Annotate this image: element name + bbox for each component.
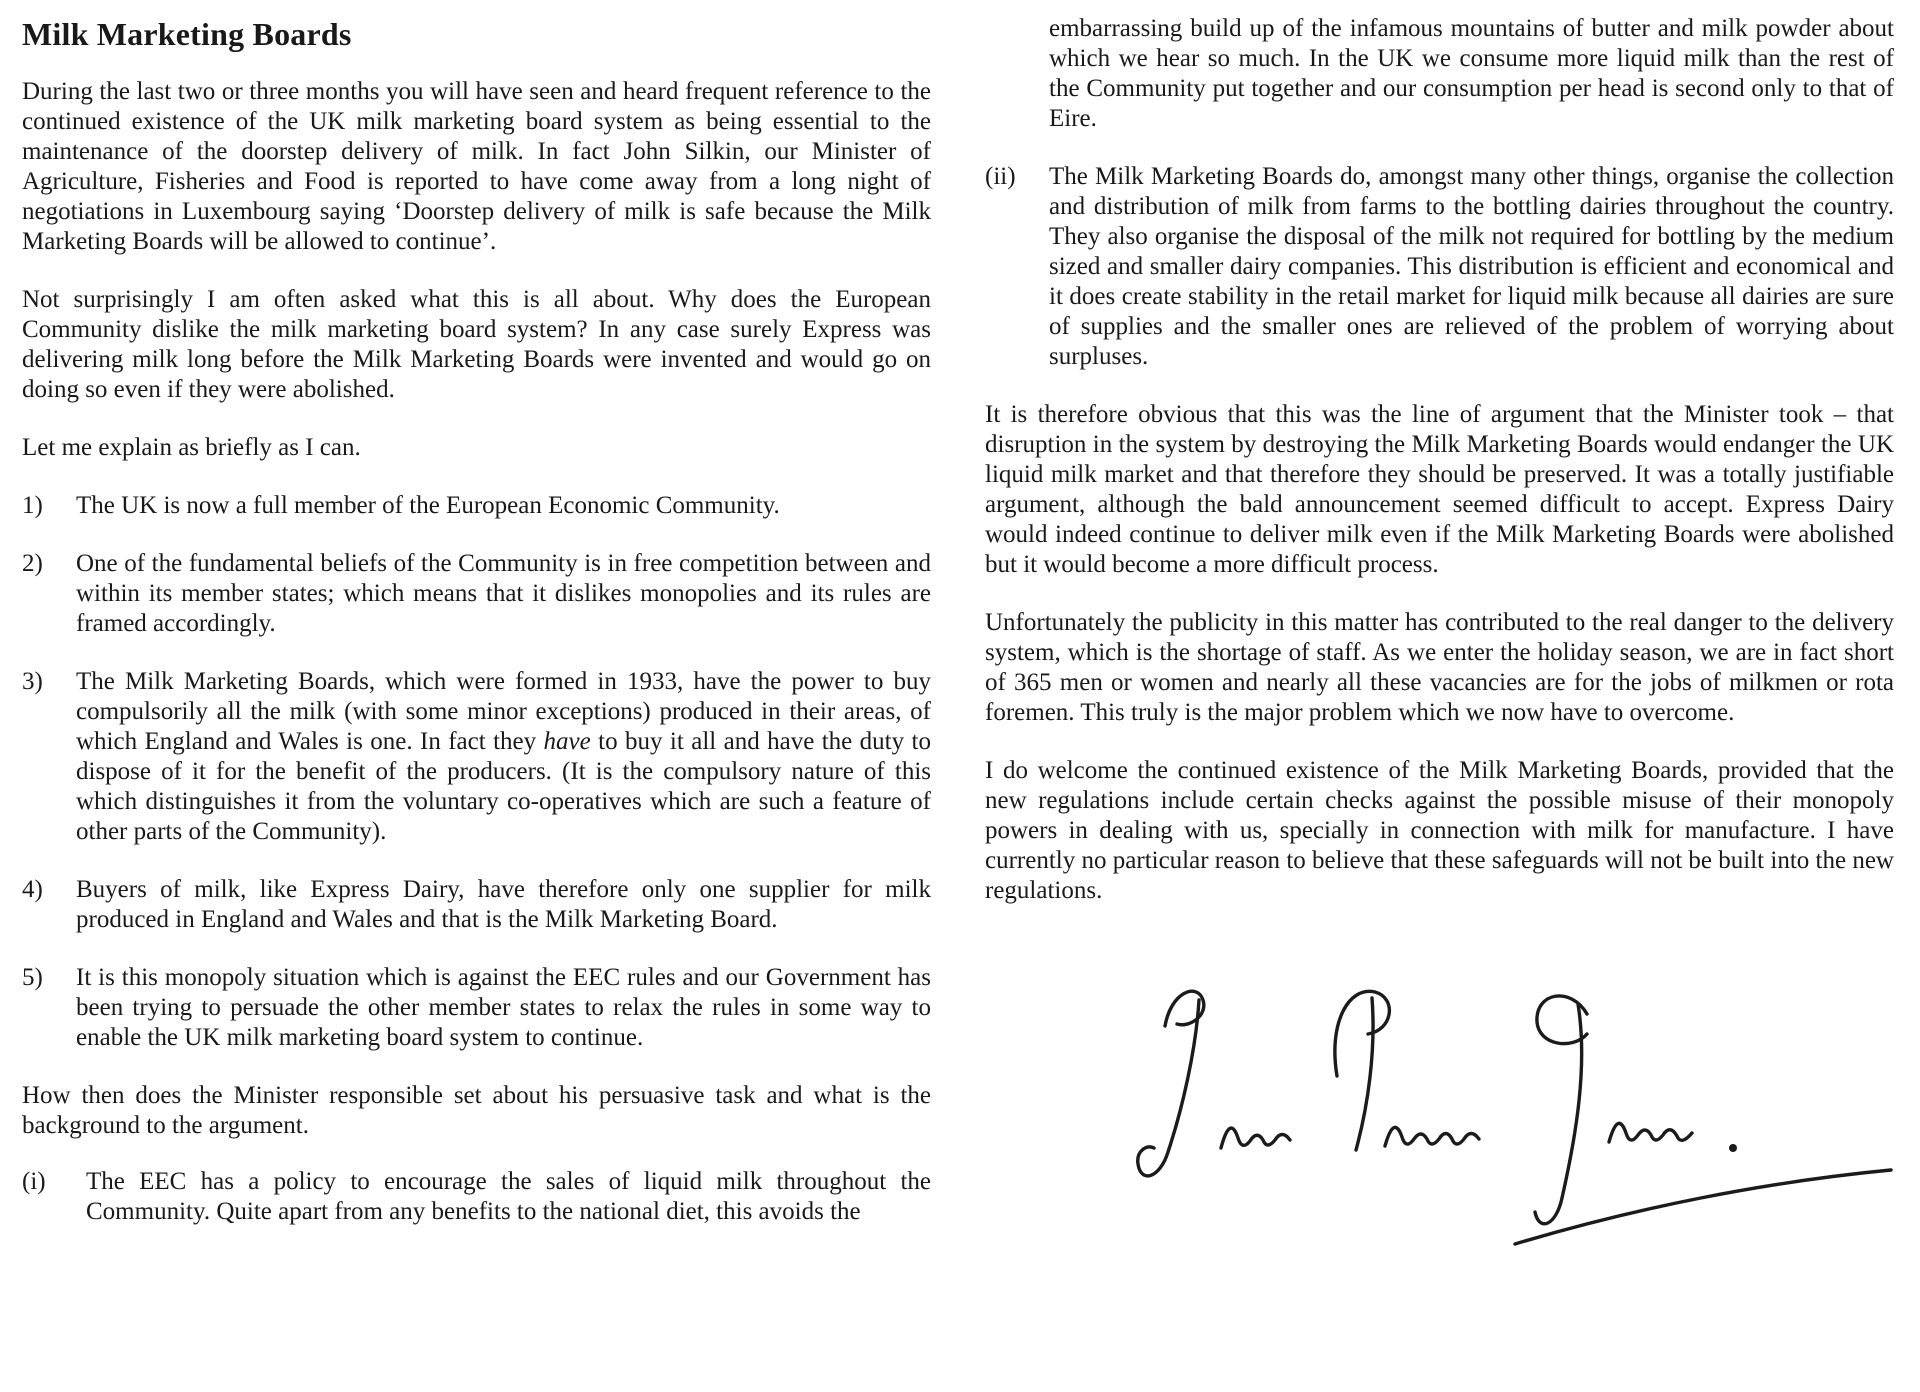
numbered-item-text: Buyers of milk, like Express Dairy, have therefore only one supplier for milk produced in England and Wales and that is the Milk Marketing Board. (76, 876, 931, 933)
roman-item-marker: (i) (22, 1168, 46, 1195)
numbered-item-text (76, 667, 931, 847)
roman-item-text: The Milk Marketing Boards do, amongst many other things, organise the collection and distribution of milk from farms to the bottling dairies throughout the country. They also organise the disposal of the milk not required for bottling by the medium sized and smaller dairy companies. This distribution is efficient and economical and it does create stability in the retail market for liquid milk because all dairies are sure of supplies and the smaller ones are relieved of the problem of worrying about surpluses. (1049, 163, 1894, 370)
numbered-item-5 (22, 963, 931, 1053)
signature-handwriting-icon (975, 934, 1893, 1246)
roman-item-ii (985, 162, 1894, 372)
roman-item-i (22, 1167, 931, 1227)
roman-item-marker: (ii) (985, 163, 1016, 190)
closing-paragraph-1: It is therefore obvious that this was the line of argument that the Minister took – that disruption in the system by destroying the Milk Marketing Boards would endanger the UK liquid milk market and that therefore they should be preserved. It was a totally justifiable argument, although the bald announcement seemed difficult to accept. Express Dairy would indeed continue to deliver milk even if the Milk Marketing Boards were abolished but it would become a more difficult process. (985, 401, 1894, 578)
numbered-item-marker: 1) (22, 492, 43, 519)
closing-paragraph-2: Unfortunately the publicity in this matter has contributed to the real danger to the delivery system, which is the shortage of staff. As we enter the holiday season, we are in fact short of 365 men or women and nearly all these vacancies are for the jobs of milkmen or rota foremen. This truly is the major problem which we now have to overcome. (985, 609, 1894, 726)
signature (985, 934, 1894, 1246)
numbered-item-marker: 2) (22, 550, 43, 577)
italic-word: have (543, 728, 591, 755)
numbered-item-text: It is this monopoly situation which is against the EEC rules and our Government has been trying to persuade the other member states to relax the rules in some way to enable the UK milk marketing board system to continue. (76, 964, 931, 1051)
roman-item-i-continuation: embarrassing build up of the infamous mountains of butter and milk powder about which we hear so much. In the UK we consume more liquid milk than the rest of the Community put together and our consumption per head is second only to that of Eire. (1049, 15, 1894, 132)
right-column (985, 14, 1894, 1392)
article-title: Milk Marketing Boards (22, 16, 352, 52)
numbered-item-text-part: to buy it all and have the duty to dispose of it for the benefit of the producers. (It is the compulsory nature of this which distinguishes it from the voluntary co-operatives which are such a feature of other parts of the Community). (76, 728, 931, 845)
numbered-item-marker: 5) (22, 964, 43, 991)
numbered-item-marker: 3) (22, 668, 43, 695)
numbered-item-3 (22, 667, 931, 847)
numbered-item-text-part: The Milk Marketing Boards, which were formed in 1933, have the power to buy compulsorily all the milk (with some minor exceptions) produced in their areas, of which England and Wales is one. In fact they (76, 668, 931, 755)
closing-paragraph-3: I do welcome the continued existence of the Milk Marketing Boards, provided that the new regulations include certain checks against the possible misuse of their monopoly powers in dealing with us, specially in connection with milk for manufacture. I have currently no particular reason to believe that these safeguards will not be built into the new regulations. (985, 757, 1894, 904)
transition-paragraph: How then does the Minister responsible set about his persuasive task and what is the background to the argument. (22, 1082, 931, 1139)
intro-paragraph-1: During the last two or three months you will have seen and heard frequent reference to the continued existence of the UK milk marketing board system as being essential to the maintenance of the doorstep delivery of milk. In fact John Silkin, our Minister of Agriculture, Fisheries and Food is reported to have come away from a long night of negotiations in Luxembourg saying ‘Doorstep delivery of milk is safe because the Milk Marketing Boards will be allowed to continue’. (22, 78, 931, 255)
numbered-item-2 (22, 549, 931, 639)
numbered-item-text: The UK is now a full member of the European Economic Community. (76, 492, 780, 519)
numbered-item-marker: 4) (22, 876, 43, 903)
intro-paragraph-3: Let me explain as briefly as I can. (22, 434, 361, 461)
numbered-item-1 (22, 491, 931, 521)
numbered-item-text: One of the fundamental beliefs of the Community is in free competition between and within its member states; which means that it dislikes monopolies and its rules are framed accordingly. (76, 550, 931, 637)
roman-item-text: The EEC has a policy to encourage the sales of liquid milk throughout the Community. Quite apart from any benefits to the national diet, this avoids the (86, 1168, 931, 1225)
signature-dot (1729, 1144, 1737, 1152)
numbered-item-4 (22, 875, 931, 935)
intro-paragraph-2: Not surprisingly I am often asked what this is all about. Why does the European Community dislike the milk marketing board system? In any case surely Express was delivering milk long before the Milk Marketing Boards were invented and would go on doing so even if they were abolished. (22, 286, 931, 403)
left-column (22, 14, 931, 1392)
